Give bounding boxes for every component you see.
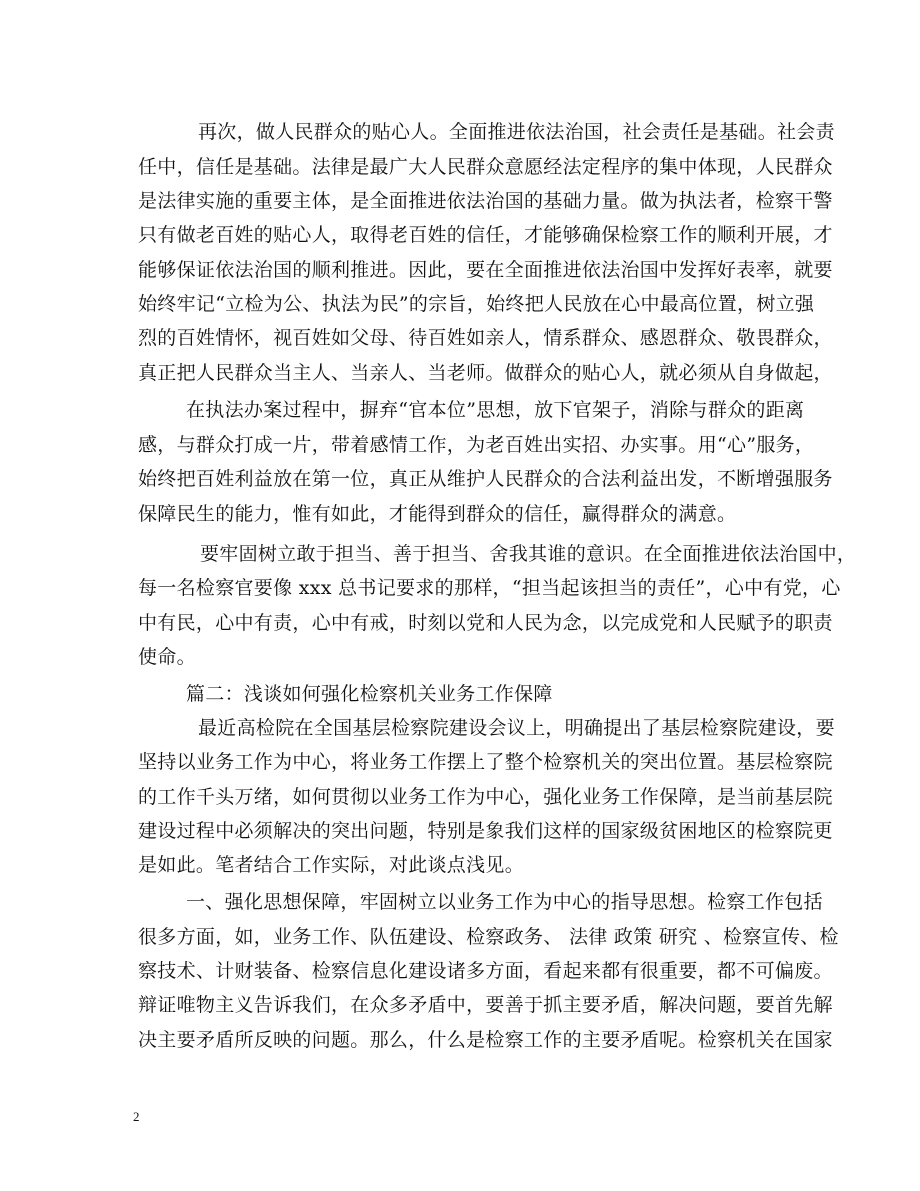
text-line: 是法律实施的重要主体，是全面推进依法治国的基础力量。做为执法者，检察干警: [138, 190, 833, 212]
text-line: 能够保证依法治国的顺利推进。因此，要在全面推进依法治国中发挥好表率，就要: [138, 259, 833, 281]
text-line: 在执法办案过程中，摒弃“官本位”思想，放下官架子，消除与群众的距离: [186, 399, 805, 421]
text-line: 任中，信任是基础。法律是最广大人民群众意愿经法定程序的集中体现，人民群众: [138, 156, 833, 178]
text-line: 要牢固树立敢于担当、善于担当、舍我其谁的意识。在全面推进依法治国中，: [200, 543, 857, 565]
text-line: 最近高检院在全国基层检察院建设会议上，明确提出了基层检察院建设，要: [198, 717, 835, 739]
text-line: 建设过程中必须解决的突出问题，特别是象我们这样的国家级贫困地区的检察院更: [138, 820, 833, 842]
page-number: 2: [133, 1109, 140, 1124]
text-line: 是如此。笔者结合工作实际，对此谈点浅见。: [138, 854, 525, 876]
text-line: 察技术、计财装备、检察信息化建设诸多方面，看起来都有很重要，都不可偏废。: [138, 960, 833, 982]
text-line: 只有做老百姓的贴心人，取得老百姓的信任，才能够确保检察工作的顺利开展，才: [138, 224, 833, 246]
text-line: 始终把百姓利益放在第一位，真正从维护人民群众的合法利益出发，不断增强服务: [138, 468, 833, 490]
text-line: 真正把人民群众当主人、当亲人、当老师。做群众的贴心人，就必须从自身做起，: [138, 362, 833, 384]
text-line: 的工作千头万绪，如何贯彻以业务工作为中心，强化业务工作保障，是当前基层院: [138, 786, 833, 808]
text-line: 每一名检察官要像 xxx 总书记要求的那样，“担当起该担当的责任”，心中有党，心: [138, 577, 841, 599]
text-line: 保障民生的能力，惟有如此，才能得到群众的信任，赢得群众的满意。: [138, 503, 737, 525]
text-line: 一、强化思想保障，牢固树立以业务工作为中心的指导思想。检察工作包括: [186, 891, 823, 913]
text-line: 始终牢记“立检为公、执法为民”的宗旨，始终把人民放在心中最高位置，树立强: [138, 293, 815, 315]
text-line: 使命。: [138, 646, 196, 668]
text-line: 辩证唯物主义告诉我们，在众多矛盾中，要善于抓主要矛盾，解决问题，要首先解: [138, 994, 833, 1016]
section-heading: 篇二：浅谈如何强化检察机关业务工作保障: [186, 683, 553, 705]
text-line: 感，与群众打成一片，带着感情工作，为老百姓出实招、办实事。用“心”服务，: [138, 434, 815, 456]
text-line: 决主要矛盾所反映的问题。那么，什么是检察工作的主要矛盾呢。检察机关在国家: [138, 1029, 833, 1051]
text-line: 很多方面，如，业务工作、队伍建设、检察政务、 法律 政策 研究 、检察宣传、检: [138, 926, 839, 948]
text-line: 中有民，心中有责，心中有戒，时刻以党和人民为念，以完成党和人民赋予的职责: [138, 612, 833, 634]
text-line: 再次，做人民群众的贴心人。全面推进依法治国，社会责任是基础。社会责: [198, 121, 835, 143]
text-line: 坚持以业务工作为中心，将业务工作摆上了整个检察机关的突出位置。基层检察院: [138, 751, 833, 773]
text-line: 烈的百姓情怀，视百姓如父母、待百姓如亲人，情系群众、感恩群众、敬畏群众，: [138, 327, 833, 349]
